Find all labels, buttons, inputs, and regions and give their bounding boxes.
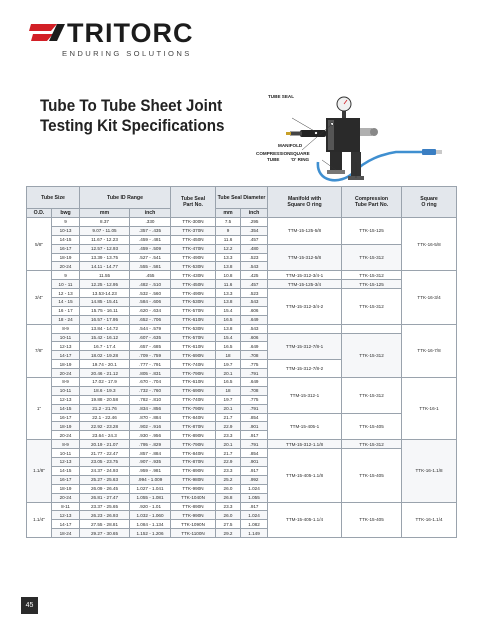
cell-seal-part: TTK-610N (171, 378, 216, 387)
cell-seal-inch: 1.149 (241, 529, 268, 538)
cell-seal-inch: .917 (241, 431, 268, 440)
cell-seal-part: TTK-570N (171, 306, 216, 315)
header-inch: inch (130, 209, 171, 218)
cell-seal-inch: .775 (241, 360, 268, 369)
cell-seal-part: TTK-740N (171, 395, 216, 404)
cell-compression: TTK-15-312 (342, 244, 402, 271)
cell-manifold: TTM-15-312-1 (268, 378, 342, 414)
cell-bwg: 12-13 (52, 511, 80, 520)
cell-id-inch: 1.152 - 1.206 (130, 529, 171, 538)
cell-od: 5/8" (27, 218, 52, 271)
cell-seal-inch: .523 (241, 253, 268, 262)
cell-seal-mm: 20.1 (216, 369, 241, 378)
cell-seal-inch: .708 (241, 351, 268, 360)
cell-id-inch: .834 - .856 (130, 404, 171, 413)
cell-id-inch: .857 - .884 (130, 449, 171, 458)
header-tube-seal-part: Tube Seal Part No. (171, 187, 216, 218)
cell-bwg: 10-13 (52, 226, 80, 235)
cell-manifold: TTM-15-312-7/8-1 (268, 333, 342, 360)
header-square-o-ring: Square O ring (402, 187, 457, 218)
page-title-line-2: Testing Kit Specifications (40, 117, 225, 135)
cell-seal-inch: .917 (241, 502, 268, 511)
cell-square-o-ring: TTK-16-1 (402, 378, 457, 440)
cell-bwg: 9 (52, 271, 80, 280)
cell-seal-part: TTK-430N (171, 271, 216, 280)
cell-id-inch: .527 - .541 (130, 253, 171, 262)
cell-seal-inch: .992 (241, 475, 268, 484)
cell-bwg: 14-17 (52, 351, 80, 360)
cell-id-inch: .482 - .510 (130, 280, 171, 289)
cell-seal-part: TTK-1090N (171, 520, 216, 529)
header-manifold: Manifold with Square O ring (268, 187, 342, 218)
cell-seal-mm: 20.1 (216, 404, 241, 413)
cell-seal-inch: .543 (241, 262, 268, 271)
cell-od: 1.1/4" (27, 502, 52, 538)
cell-seal-part: TTK-370N (171, 226, 216, 235)
cell-bwg: 20-24 (52, 493, 80, 502)
cell-id-mm: 15.42 - 16.12 (80, 333, 130, 342)
cell-compression: TTK-15-405 (342, 449, 402, 502)
cell-compression: TTK-15-312 (342, 440, 402, 449)
cell-id-mm: 19.88 - 20.58 (80, 395, 130, 404)
cell-id-mm: 23.37 - 25.65 (80, 502, 130, 511)
cell-od: 3/4" (27, 271, 52, 324)
cell-id-mm: 12.57 - 12.93 (80, 244, 130, 253)
cell-id-mm: 11.55 (80, 271, 130, 280)
cell-seal-mm: 25.2 (216, 475, 241, 484)
header-tube-id-range: Tube ID Range (80, 187, 171, 209)
callout-tube-seal: TUBE SEAL (268, 94, 295, 99)
cell-seal-mm: 23.3 (216, 502, 241, 511)
cell-seal-mm: 19.7 (216, 360, 241, 369)
cell-manifold: TTM-15-125-3/4 (268, 280, 342, 289)
cell-id-mm: 17.02 - 17.9 (80, 378, 130, 387)
cell-seal-part: TTK-470N (171, 244, 216, 253)
cell-bwg: 10-11 (52, 449, 80, 458)
cell-id-mm: 14.11 - 14.77 (80, 262, 130, 271)
cell-seal-part: TTK-610N (171, 315, 216, 324)
cell-id-mm: 24.37 - 24.93 (80, 466, 130, 475)
cell-seal-part: TTK-740N (171, 360, 216, 369)
cell-bwg: 18-19 (52, 360, 80, 369)
cell-id-mm: 25.27 - 25.63 (80, 475, 130, 484)
cell-seal-mm: 20.1 (216, 440, 241, 449)
cell-seal-inch: .649 (241, 315, 268, 324)
cell-id-inch: .670 - .704 (130, 378, 171, 387)
cell-seal-inch: .775 (241, 395, 268, 404)
cell-seal-part: TTK-570N (171, 333, 216, 342)
cell-id-mm: 23.64 - 24.3 (80, 431, 130, 440)
cell-seal-inch: 1.024 (241, 511, 268, 520)
cell-seal-inch: .791 (241, 440, 268, 449)
cell-bwg: 14-17 (52, 520, 80, 529)
cell-bwg: 14 - 15 (52, 298, 80, 307)
header-tube-size: Tube Size (27, 187, 80, 209)
cell-seal-part: TTK-690N (171, 386, 216, 395)
cell-id-inch: .777 - .791 (130, 360, 171, 369)
cell-bwg: 10-11 (52, 333, 80, 342)
cell-od: 1" (27, 378, 52, 440)
cell-seal-mm: 7.5 (216, 218, 241, 227)
cell-seal-inch: .791 (241, 369, 268, 378)
cell-seal-inch: .543 (241, 298, 268, 307)
cell-id-mm: 27.55 - 28.81 (80, 520, 130, 529)
table-header-row (27, 187, 457, 209)
cell-seal-inch: .854 (241, 449, 268, 458)
cell-seal-part: TTK-890N (171, 466, 216, 475)
cell-bwg: 18-19 (52, 253, 80, 262)
cell-seal-part: TTK-300N (171, 218, 216, 227)
cell-seal-mm: 22.9 (216, 458, 241, 467)
cell-seal-part: TTK-990N (171, 484, 216, 493)
table-row (27, 413, 457, 422)
cell-seal-mm: 22.9 (216, 422, 241, 431)
cell-id-inch: 1.027 - 1.041 (130, 484, 171, 493)
cell-seal-mm: 15.4 (216, 306, 241, 315)
cell-bwg: 10-11 (52, 386, 80, 395)
cell-seal-part: TTK-690N (171, 351, 216, 360)
cell-id-mm: 15.75 - 16.11 (80, 306, 130, 315)
table-row (27, 271, 457, 280)
cell-od: 1.1/8" (27, 440, 52, 502)
cell-id-mm: 26.09 - 26.45 (80, 484, 130, 493)
cell-bwg: 20-24 (52, 369, 80, 378)
cell-compression: TTK-15-312 (342, 289, 402, 325)
cell-seal-part: TTK-890N (171, 502, 216, 511)
cell-seal-mm: 26.0 (216, 511, 241, 520)
cell-seal-mm: 23.3 (216, 431, 241, 440)
cell-manifold: TTM-15-312-5/8 (268, 244, 342, 271)
table-row (27, 378, 457, 387)
cell-square-o-ring: TTK-16-3/4 (402, 271, 457, 324)
brand-name: TRITORC (67, 18, 194, 48)
cell-seal-inch: .480 (241, 244, 268, 253)
cell-id-mm: 20.19 - 21.07 (80, 440, 130, 449)
cell-bwg: 20-24 (52, 262, 80, 271)
cell-id-inch: .782 - .810 (130, 395, 171, 404)
cell-seal-inch: .708 (241, 386, 268, 395)
cell-bwg: 14-15 (52, 404, 80, 413)
product-illustration (256, 94, 468, 196)
cell-seal-part: TTK-890N (171, 431, 216, 440)
cell-id-inch: .532 - .560 (130, 289, 171, 298)
cell-seal-part: TTK-530N (171, 262, 216, 271)
cell-compression: TTK-15-312 (342, 333, 402, 377)
cell-bwg: 8-9 (52, 378, 80, 387)
cell-seal-inch: .791 (241, 404, 268, 413)
cell-bwg: 18-24 (52, 529, 80, 538)
cell-compression: TTK-15-125 (342, 218, 402, 245)
cell-bwg: 16-17 (52, 244, 80, 253)
table-row (27, 449, 457, 458)
cell-seal-inch: 1.082 (241, 520, 268, 529)
cell-bwg: 18-19 (52, 422, 80, 431)
header-diameter-mm: mm (216, 209, 241, 218)
callout-manifold: MANIFOLD (278, 143, 303, 148)
table-row (27, 502, 457, 511)
cell-seal-inch: .917 (241, 466, 268, 475)
cell-bwg: 14-15 (52, 235, 80, 244)
cell-seal-part: TTK-490N (171, 253, 216, 262)
cell-seal-inch: .425 (241, 271, 268, 280)
cell-manifold: TTM-15-405-1 (268, 413, 342, 440)
header-bwg: bwg (52, 209, 80, 218)
table-row (27, 333, 457, 342)
cell-id-mm: 23.05 - 23.75 (80, 458, 130, 467)
table-row (27, 244, 457, 253)
cell-manifold (268, 324, 342, 333)
cell-bwg: 8-9 (52, 324, 80, 333)
spec-table (26, 186, 457, 538)
cell-id-inch: .930 - .956 (130, 431, 171, 440)
cell-bwg: 8-11 (52, 502, 80, 511)
cell-seal-part: TTK-840N (171, 449, 216, 458)
cell-seal-mm: 13.8 (216, 298, 241, 307)
cell-id-mm: 19.74 - 20.1 (80, 360, 130, 369)
cell-bwg: 8-9 (52, 440, 80, 449)
cell-square-o-ring: TTK-16-7/8 (402, 324, 457, 377)
cell-seal-mm: 21.7 (216, 449, 241, 458)
cell-id-mm: 8.37 (80, 218, 130, 227)
cell-id-inch: 1.032 - 1.060 (130, 511, 171, 520)
cell-bwg: 16 - 17 (52, 306, 80, 315)
brand-logo (27, 18, 207, 64)
tritorc-logo-mark-icon (27, 22, 67, 44)
cell-manifold: TTM-15-125-5/8 (268, 218, 342, 245)
table-row (27, 289, 457, 298)
cell-seal-inch: .606 (241, 306, 268, 315)
cell-seal-part: TTK-980N (171, 475, 216, 484)
cell-seal-inch: .901 (241, 422, 268, 431)
cell-seal-part: TTK-790N (171, 440, 216, 449)
cell-seal-mm: 26.8 (216, 493, 241, 502)
cell-seal-part: TTK-530N (171, 298, 216, 307)
cell-seal-part: TTK-610N (171, 342, 216, 351)
cell-seal-mm: 10.8 (216, 271, 241, 280)
cell-seal-part: TTK-790N (171, 404, 216, 413)
cell-seal-mm: 18 (216, 351, 241, 360)
cell-id-mm: 22.1 - 22.46 (80, 413, 130, 422)
cell-id-mm: 13.39 - 13.75 (80, 253, 130, 262)
table-row (27, 440, 457, 449)
cell-seal-mm: 9 (216, 226, 241, 235)
cell-id-mm: 11.67 - 12.23 (80, 235, 130, 244)
cell-id-inch: 1.084 - 1.134 (130, 520, 171, 529)
header-compression: Compression Tube Part No. (342, 187, 402, 218)
cell-manifold: TTM-15-312-1.1/8 (268, 440, 342, 449)
cell-manifold: TTM-15-312-3/4-1 (268, 271, 342, 280)
cell-seal-mm: 11.6 (216, 235, 241, 244)
cell-seal-mm: 15.4 (216, 333, 241, 342)
callout-square-o-ring: SQUARE 'O' RING (290, 151, 310, 162)
cell-id-inch: .459 - .509 (130, 244, 171, 253)
cell-manifold: TTM-15-312-7/8-2 (268, 360, 342, 378)
cell-bwg: 16-17 (52, 413, 80, 422)
cell-seal-mm: 13.3 (216, 253, 241, 262)
cell-id-mm: 21.77 - 22.47 (80, 449, 130, 458)
callout-compression-tube: COMPRESSION TUBE (256, 151, 291, 162)
cell-compression: TTK-15-125 (342, 280, 402, 289)
cell-id-inch: .902 - .916 (130, 422, 171, 431)
cell-id-inch: .544 - .579 (130, 324, 171, 333)
cell-bwg: 9 (52, 218, 80, 227)
cell-seal-mm: 19.7 (216, 395, 241, 404)
cell-id-mm: 14.85 - 15.41 (80, 298, 130, 307)
cell-id-mm: 13.84 - 14.72 (80, 324, 130, 333)
cell-seal-mm: 18 (216, 386, 241, 395)
header-diameter-inch: inch (241, 209, 268, 218)
cell-compression: TTK-15-312 (342, 271, 402, 280)
cell-seal-inch: .523 (241, 289, 268, 298)
cell-compression: TTK-15-405 (342, 413, 402, 440)
cell-compression (342, 324, 402, 333)
cell-bwg: 10 - 11 (52, 280, 80, 289)
cell-square-o-ring: TTK-16-5/8 (402, 218, 457, 271)
cell-id-inch: .607 - .635 (130, 333, 171, 342)
cell-seal-part: TTK-790N (171, 369, 216, 378)
cell-bwg: 18 - 24 (52, 315, 80, 324)
cell-seal-inch: .854 (241, 413, 268, 422)
cell-id-inch: .584 - .606 (130, 298, 171, 307)
cell-manifold: TTM-15-405-1.1/4 (268, 502, 342, 538)
cell-seal-inch: .543 (241, 324, 268, 333)
cell-bwg: 12-13 (52, 458, 80, 467)
cell-id-mm: 13.53-14.23 (80, 289, 130, 298)
cell-id-inch: .459 - .481 (130, 235, 171, 244)
cell-seal-part: TTK-990N (171, 511, 216, 520)
cell-seal-inch: .649 (241, 342, 268, 351)
cell-id-inch: .652 - .706 (130, 315, 171, 324)
cell-id-inch: 1.055 - 1.081 (130, 493, 171, 502)
cell-id-inch: .620 - .634 (130, 306, 171, 315)
cell-manifold: TTM-15-405-1.1/8 (268, 449, 342, 502)
page-number: 45 (21, 597, 38, 614)
cell-compression: TTK-15-405 (342, 502, 402, 538)
cell-id-inch: .870 - .884 (130, 413, 171, 422)
table-row (27, 324, 457, 333)
cell-id-inch: .805 - .831 (130, 369, 171, 378)
cell-seal-mm: 21.7 (216, 413, 241, 422)
cell-seal-part: TTK-530N (171, 324, 216, 333)
cell-seal-part: TTK-450N (171, 235, 216, 244)
cell-bwg: 12-13 (52, 342, 80, 351)
cell-seal-mm: 23.3 (216, 466, 241, 475)
cell-seal-inch: .457 (241, 280, 268, 289)
cell-id-mm: 16.57 - 17.95 (80, 315, 130, 324)
cell-id-inch: .357 - .435 (130, 226, 171, 235)
cell-bwg: 20-24 (52, 431, 80, 440)
cell-bwg: 12-13 (52, 395, 80, 404)
cell-id-mm: 12.25 - 12.95 (80, 280, 130, 289)
cell-seal-part: TTK-450N (171, 280, 216, 289)
cell-seal-mm: 13.8 (216, 324, 241, 333)
cell-seal-mm: 16.5 (216, 378, 241, 387)
cell-seal-part: TTK-490N (171, 289, 216, 298)
page-title-line-1: Tube To Tube Sheet Joint (40, 97, 223, 115)
table-body (27, 218, 457, 538)
cell-id-inch: .795 - .829 (130, 440, 171, 449)
cell-seal-mm: 13.3 (216, 289, 241, 298)
cell-compression: TTK-15-312 (342, 378, 402, 414)
cell-id-mm: 29.27 - 30.65 (80, 529, 130, 538)
cell-seal-part: TTK-870N (171, 422, 216, 431)
cell-seal-part: TTK-1040N (171, 493, 216, 502)
cell-id-mm: 26.23 - 26.93 (80, 511, 130, 520)
cell-seal-inch: .606 (241, 333, 268, 342)
cell-seal-inch: .354 (241, 226, 268, 235)
cell-id-inch: .709 - .759 (130, 351, 171, 360)
cell-id-mm: 9.07 - 11.05 (80, 226, 130, 235)
cell-od: 7/8" (27, 324, 52, 377)
cell-id-inch: .920 - 1.01 (130, 502, 171, 511)
cell-seal-part: TTK-1100N (171, 529, 216, 538)
cell-id-mm: 16.7 - 17.4 (80, 342, 130, 351)
cell-seal-mm: 12.2 (216, 244, 241, 253)
cell-id-inch: .959 - .981 (130, 466, 171, 475)
cell-seal-inch: 1.024 (241, 484, 268, 493)
cell-seal-part: TTK-840N (171, 413, 216, 422)
cell-square-o-ring: TTK-16-1.1/4 (402, 502, 457, 538)
cell-seal-mm: 16.5 (216, 315, 241, 324)
cell-id-inch: .994 - 1.009 (130, 475, 171, 484)
header-tube-seal-diameter: Tube Seal Diameter (216, 187, 268, 209)
cell-id-mm: 22.92 - 23.28 (80, 422, 130, 431)
cell-seal-inch: .457 (241, 235, 268, 244)
cell-id-mm: 26.81 - 27.47 (80, 493, 130, 502)
cell-bwg: 12 - 13 (52, 289, 80, 298)
cell-seal-mm: 11.6 (216, 280, 241, 289)
cell-id-inch: .455 (130, 271, 171, 280)
cell-id-inch: .732 - .760 (130, 386, 171, 395)
cell-id-mm: 21.2 - 21.76 (80, 404, 130, 413)
cell-seal-inch: .295 (241, 218, 268, 227)
cell-id-mm: 18.6 - 19.3 (80, 386, 130, 395)
cell-manifold: TTM-15-312-3/4-2 (268, 289, 342, 325)
cell-square-o-ring: TTK-16-1.1/8 (402, 440, 457, 502)
cell-seal-mm: 13.8 (216, 262, 241, 271)
cell-seal-mm: 16.5 (216, 342, 241, 351)
table-row (27, 218, 457, 227)
cell-seal-inch: .901 (241, 458, 268, 467)
cell-seal-inch: 1.055 (241, 493, 268, 502)
cell-seal-mm: 26.0 (216, 484, 241, 493)
page-title (40, 96, 224, 136)
cell-id-inch: .330 (130, 218, 171, 227)
header-od: O.D. (27, 209, 52, 218)
header-mm: mm (80, 209, 130, 218)
cell-id-mm: 18.02 - 19.28 (80, 351, 130, 360)
cell-id-mm: 20.46 - 21.12 (80, 369, 130, 378)
cell-bwg: 18-19 (52, 484, 80, 493)
cell-seal-inch: .649 (241, 378, 268, 387)
brand-tagline: ENDURING SOLUTIONS (62, 49, 192, 58)
cell-id-inch: .657 - .685 (130, 342, 171, 351)
table-row (27, 280, 457, 289)
cell-seal-mm: 27.5 (216, 520, 241, 529)
cell-seal-mm: 29.2 (216, 529, 241, 538)
cell-bwg: 16-17 (52, 475, 80, 484)
cell-id-inch: .555 - .581 (130, 262, 171, 271)
cell-bwg: 14-15 (52, 466, 80, 475)
cell-id-inch: .907 - .935 (130, 458, 171, 467)
cell-seal-part: TTK-870N (171, 458, 216, 467)
